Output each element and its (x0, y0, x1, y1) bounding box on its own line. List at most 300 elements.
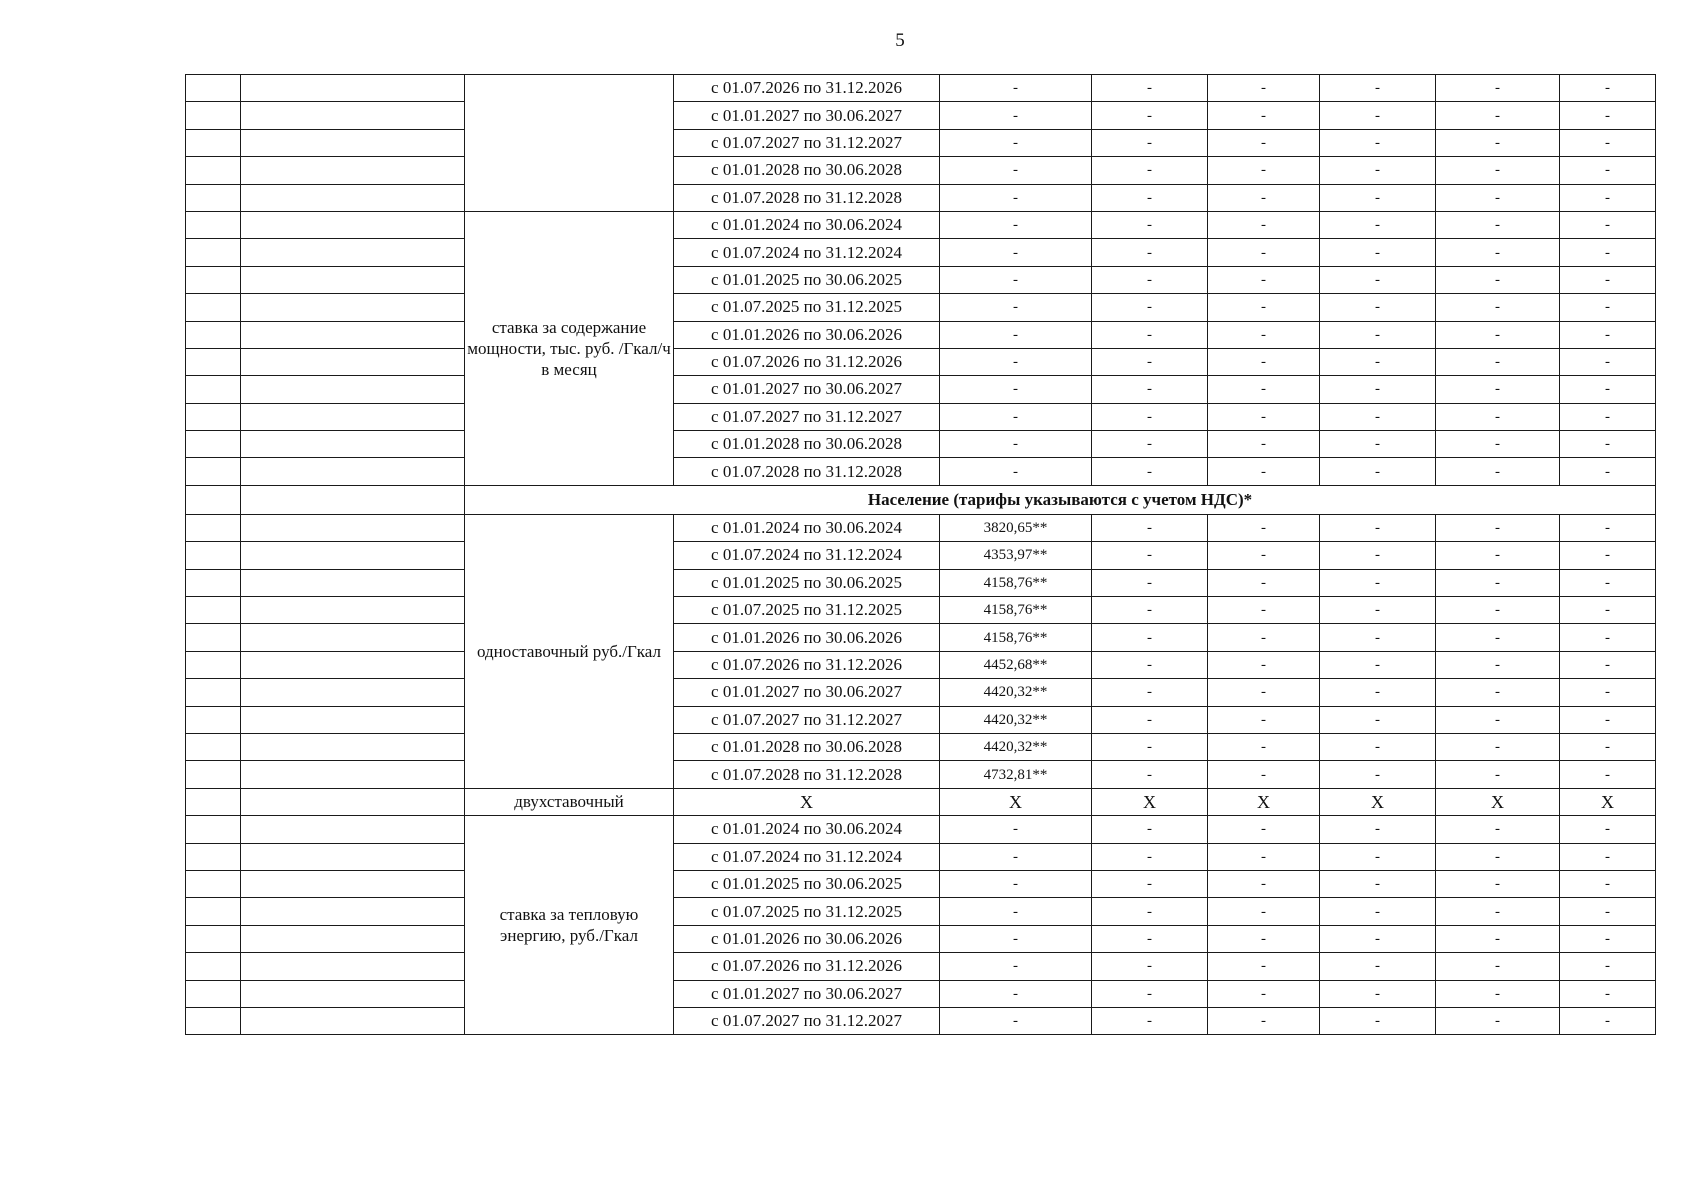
name-cell (241, 102, 465, 129)
value-cell: - (1208, 898, 1320, 925)
value-cell: - (1560, 624, 1656, 651)
value-cell: 4158,76** (940, 624, 1092, 651)
table-row (186, 102, 1656, 129)
name-cell (241, 321, 465, 348)
period-cell: с 01.07.2024 по 31.12.2024 (674, 542, 940, 569)
value-cell: - (1560, 129, 1656, 156)
name-cell (241, 733, 465, 760)
period-cell: с 01.01.2025 по 30.06.2025 (674, 870, 940, 897)
value-cell: - (1320, 761, 1436, 788)
period-cell: с 01.01.2028 по 30.06.2028 (674, 733, 940, 760)
value-cell: - (1560, 514, 1656, 541)
period-cell: с 01.01.2028 по 30.06.2028 (674, 431, 940, 458)
value-cell: - (1208, 294, 1320, 321)
row-number-cell (186, 569, 241, 596)
row-number-cell (186, 733, 241, 760)
value-cell: - (1092, 870, 1208, 897)
table-row (186, 679, 1656, 706)
value-cell: - (1320, 184, 1436, 211)
tariff-type-label (465, 75, 674, 212)
table-row (186, 184, 1656, 211)
row-number-cell (186, 870, 241, 897)
period-cell: с 01.07.2027 по 31.12.2027 (674, 1007, 940, 1034)
row-number-cell (186, 925, 241, 952)
row-number-cell (186, 788, 241, 815)
value-cell: - (1320, 321, 1436, 348)
table-row (186, 458, 1656, 485)
value-cell: - (1320, 376, 1436, 403)
value-cell: - (1092, 431, 1208, 458)
table-row (186, 980, 1656, 1007)
row-number-cell (186, 184, 241, 211)
tariff-type-label: ставка за содержание мощности, тыс. руб. /Гкал/ч в месяц (465, 211, 674, 485)
value-cell: - (1560, 816, 1656, 843)
value-cell: - (1092, 157, 1208, 184)
value-cell: - (1560, 733, 1656, 760)
name-cell (241, 239, 465, 266)
value-cell: - (1560, 431, 1656, 458)
value-cell: - (1092, 458, 1208, 485)
value-cell: - (1092, 266, 1208, 293)
value-cell: - (1092, 761, 1208, 788)
value-cell: - (1320, 211, 1436, 238)
value-cell: - (1436, 376, 1560, 403)
value-cell: - (1320, 679, 1436, 706)
row-number-cell (186, 542, 241, 569)
page-number: 5 (895, 30, 905, 51)
table-row (186, 1007, 1656, 1034)
value-cell: 4732,81** (940, 761, 1092, 788)
value-cell: 4353,97** (940, 542, 1092, 569)
name-cell (241, 843, 465, 870)
name-cell (241, 403, 465, 430)
name-cell (241, 788, 465, 815)
value-cell: - (1092, 211, 1208, 238)
x-cell: Х (1320, 788, 1436, 815)
value-cell: - (1560, 679, 1656, 706)
value-cell: - (940, 980, 1092, 1007)
value-cell: - (940, 431, 1092, 458)
table-row (186, 542, 1656, 569)
value-cell: - (1092, 624, 1208, 651)
value-cell: - (1320, 980, 1436, 1007)
row-number-cell (186, 898, 241, 925)
value-cell: - (1208, 953, 1320, 980)
table-row (186, 431, 1656, 458)
table-row (186, 75, 1656, 102)
period-cell: с 01.07.2028 по 31.12.2028 (674, 184, 940, 211)
value-cell: - (1560, 266, 1656, 293)
value-cell: - (1208, 376, 1320, 403)
period-cell: с 01.01.2025 по 30.06.2025 (674, 266, 940, 293)
value-cell: - (1436, 431, 1560, 458)
name-cell (241, 816, 465, 843)
value-cell: - (1320, 431, 1436, 458)
value-cell: - (1560, 348, 1656, 375)
value-cell: - (1320, 569, 1436, 596)
value-cell: - (1092, 239, 1208, 266)
period-cell: с 01.07.2024 по 31.12.2024 (674, 239, 940, 266)
value-cell: - (1208, 157, 1320, 184)
name-cell (241, 706, 465, 733)
row-number-cell (186, 129, 241, 156)
row-number-cell (186, 485, 241, 514)
tariff-type-label: ставка за тепловую энергию, руб./Гкал (465, 816, 674, 1035)
value-cell: - (1320, 624, 1436, 651)
x-cell: Х (1208, 788, 1320, 815)
value-cell: - (1320, 294, 1436, 321)
value-cell: - (940, 898, 1092, 925)
row-number-cell (186, 458, 241, 485)
value-cell: - (1436, 211, 1560, 238)
value-cell: 4158,76** (940, 597, 1092, 624)
value-cell: - (1320, 129, 1436, 156)
value-cell: - (1436, 542, 1560, 569)
table-row (186, 157, 1656, 184)
value-cell: - (1092, 348, 1208, 375)
table-row (186, 870, 1656, 897)
name-cell (241, 953, 465, 980)
section-header-row (186, 485, 1656, 514)
value-cell: - (940, 953, 1092, 980)
name-cell (241, 761, 465, 788)
value-cell: - (1560, 980, 1656, 1007)
value-cell: - (1208, 706, 1320, 733)
value-cell: - (1208, 843, 1320, 870)
table-row (186, 129, 1656, 156)
value-cell: - (1560, 239, 1656, 266)
value-cell: - (1560, 376, 1656, 403)
value-cell: - (1208, 431, 1320, 458)
tariff-type-label: двухставочный (465, 788, 674, 815)
name-cell (241, 294, 465, 321)
value-cell: - (940, 925, 1092, 952)
period-cell: с 01.07.2026 по 31.12.2026 (674, 953, 940, 980)
row-number-cell (186, 679, 241, 706)
name-cell (241, 431, 465, 458)
value-cell: - (940, 843, 1092, 870)
value-cell: - (1092, 403, 1208, 430)
value-cell: - (1560, 211, 1656, 238)
value-cell: - (1320, 597, 1436, 624)
table-row (186, 733, 1656, 760)
row-number-cell (186, 102, 241, 129)
table-row (186, 266, 1656, 293)
value-cell: - (1208, 542, 1320, 569)
name-cell (241, 870, 465, 897)
value-cell: - (1436, 266, 1560, 293)
period-cell: с 01.01.2024 по 30.06.2024 (674, 816, 940, 843)
value-cell: 4420,32** (940, 706, 1092, 733)
period-cell: с 01.07.2025 по 31.12.2025 (674, 898, 940, 925)
value-cell: - (1320, 514, 1436, 541)
value-cell: - (1092, 321, 1208, 348)
name-cell (241, 597, 465, 624)
value-cell: - (1320, 348, 1436, 375)
value-cell: - (1208, 870, 1320, 897)
period-cell: с 01.01.2024 по 30.06.2024 (674, 211, 940, 238)
value-cell: - (1092, 980, 1208, 1007)
value-cell: - (1092, 733, 1208, 760)
period-cell: с 01.01.2026 по 30.06.2026 (674, 925, 940, 952)
value-cell: - (1320, 542, 1436, 569)
value-cell: - (1092, 816, 1208, 843)
value-cell: - (1208, 266, 1320, 293)
value-cell: - (1208, 321, 1320, 348)
period-cell: с 01.07.2026 по 31.12.2026 (674, 651, 940, 678)
row-number-cell (186, 651, 241, 678)
period-cell: с 01.07.2024 по 31.12.2024 (674, 843, 940, 870)
name-cell (241, 184, 465, 211)
value-cell: - (940, 129, 1092, 156)
table-row (186, 597, 1656, 624)
name-cell (241, 542, 465, 569)
row-number-cell (186, 239, 241, 266)
period-cell: с 01.01.2027 по 30.06.2027 (674, 376, 940, 403)
row-number-cell (186, 348, 241, 375)
value-cell: - (940, 211, 1092, 238)
value-cell: - (1320, 102, 1436, 129)
row-number-cell (186, 624, 241, 651)
value-cell: - (1436, 816, 1560, 843)
table-row (186, 294, 1656, 321)
value-cell: - (1436, 980, 1560, 1007)
name-cell (241, 485, 465, 514)
value-cell: - (1092, 542, 1208, 569)
value-cell: 4420,32** (940, 679, 1092, 706)
value-cell: - (1436, 239, 1560, 266)
period-cell: с 01.07.2025 по 31.12.2025 (674, 597, 940, 624)
value-cell: - (1320, 403, 1436, 430)
value-cell: - (1092, 1007, 1208, 1034)
period-cell: с 01.01.2026 по 30.06.2026 (674, 321, 940, 348)
value-cell: - (1436, 843, 1560, 870)
value-cell: - (1208, 211, 1320, 238)
value-cell: - (1436, 75, 1560, 102)
row-number-cell (186, 953, 241, 980)
table-row (186, 898, 1656, 925)
row-number-cell (186, 294, 241, 321)
value-cell: - (1208, 75, 1320, 102)
name-cell (241, 211, 465, 238)
value-cell: - (940, 321, 1092, 348)
value-cell: - (1560, 597, 1656, 624)
value-cell: - (1208, 816, 1320, 843)
value-cell: - (1320, 266, 1436, 293)
value-cell: - (1208, 403, 1320, 430)
value-cell: - (1208, 980, 1320, 1007)
value-cell: - (1320, 157, 1436, 184)
row-number-cell (186, 843, 241, 870)
value-cell: - (1320, 239, 1436, 266)
value-cell: - (1208, 925, 1320, 952)
value-cell: - (1092, 75, 1208, 102)
tariff-table-body (186, 75, 1656, 1035)
period-cell: с 01.01.2025 по 30.06.2025 (674, 569, 940, 596)
table-row (186, 239, 1656, 266)
row-number-cell (186, 706, 241, 733)
name-cell (241, 651, 465, 678)
period-cell: с 01.07.2026 по 31.12.2026 (674, 75, 940, 102)
name-cell (241, 514, 465, 541)
value-cell: - (940, 458, 1092, 485)
value-cell: 4452,68** (940, 651, 1092, 678)
value-cell: - (1436, 1007, 1560, 1034)
row-number-cell (186, 514, 241, 541)
row-number-cell (186, 980, 241, 1007)
x-cell: Х (1560, 788, 1656, 815)
value-cell: - (1092, 129, 1208, 156)
value-cell: - (1436, 569, 1560, 596)
name-cell (241, 898, 465, 925)
period-cell: с 01.01.2027 по 30.06.2027 (674, 102, 940, 129)
period-cell: с 01.07.2027 по 31.12.2027 (674, 129, 940, 156)
value-cell: - (1560, 898, 1656, 925)
value-cell: - (1092, 597, 1208, 624)
table-row (186, 953, 1656, 980)
tariff-type-label: одноставочный руб./Гкал (465, 514, 674, 788)
value-cell: - (1436, 651, 1560, 678)
value-cell: - (1208, 239, 1320, 266)
value-cell: - (1560, 294, 1656, 321)
name-cell (241, 266, 465, 293)
table-row (186, 925, 1656, 952)
table-row (186, 376, 1656, 403)
value-cell: - (1560, 157, 1656, 184)
value-cell: - (1560, 321, 1656, 348)
value-cell: - (940, 157, 1092, 184)
period-cell: с 01.01.2024 по 30.06.2024 (674, 514, 940, 541)
value-cell: - (1208, 348, 1320, 375)
value-cell: - (940, 870, 1092, 897)
value-cell: - (1560, 1007, 1656, 1034)
value-cell: - (1560, 761, 1656, 788)
row-number-cell (186, 431, 241, 458)
value-cell: - (1320, 458, 1436, 485)
value-cell: - (940, 294, 1092, 321)
value-cell: - (1560, 102, 1656, 129)
x-cell: Х (1436, 788, 1560, 815)
value-cell: - (1560, 184, 1656, 211)
value-cell: - (1208, 1007, 1320, 1034)
period-cell: с 01.07.2026 по 31.12.2026 (674, 348, 940, 375)
value-cell: - (940, 1007, 1092, 1034)
table-row (186, 321, 1656, 348)
value-cell: - (1560, 542, 1656, 569)
table-row (186, 569, 1656, 596)
table-row (186, 651, 1656, 678)
table-row (186, 403, 1656, 430)
value-cell: - (940, 403, 1092, 430)
value-cell: - (1436, 403, 1560, 430)
value-cell: - (1092, 925, 1208, 952)
value-cell: - (1436, 761, 1560, 788)
value-cell: - (1208, 597, 1320, 624)
period-cell: с 01.07.2027 по 31.12.2027 (674, 706, 940, 733)
value-cell: - (1092, 184, 1208, 211)
period-cell: с 01.01.2026 по 30.06.2026 (674, 624, 940, 651)
row-number-cell (186, 211, 241, 238)
value-cell: - (1320, 925, 1436, 952)
name-cell (241, 157, 465, 184)
value-cell: - (1092, 294, 1208, 321)
value-cell: - (940, 102, 1092, 129)
value-cell: - (1208, 569, 1320, 596)
value-cell: - (1092, 898, 1208, 925)
row-number-cell (186, 816, 241, 843)
value-cell: - (1436, 597, 1560, 624)
value-cell: - (1208, 624, 1320, 651)
table-row (186, 788, 1656, 815)
value-cell: - (1436, 294, 1560, 321)
value-cell: 3820,65** (940, 514, 1092, 541)
name-cell (241, 458, 465, 485)
name-cell (241, 925, 465, 952)
x-cell: Х (674, 788, 940, 815)
value-cell: - (1208, 458, 1320, 485)
name-cell (241, 348, 465, 375)
value-cell: - (940, 239, 1092, 266)
x-cell: Х (940, 788, 1092, 815)
value-cell: - (1436, 348, 1560, 375)
value-cell: - (1436, 870, 1560, 897)
value-cell: - (1320, 75, 1436, 102)
value-cell: - (1560, 953, 1656, 980)
row-number-cell (186, 597, 241, 624)
value-cell: - (1208, 679, 1320, 706)
period-cell: с 01.07.2025 по 31.12.2025 (674, 294, 940, 321)
value-cell: - (1320, 651, 1436, 678)
name-cell (241, 679, 465, 706)
value-cell: - (1560, 458, 1656, 485)
value-cell: - (1092, 102, 1208, 129)
value-cell: - (1436, 321, 1560, 348)
name-cell (241, 129, 465, 156)
name-cell (241, 569, 465, 596)
value-cell: - (1436, 925, 1560, 952)
value-cell: - (1208, 651, 1320, 678)
value-cell: - (1436, 514, 1560, 541)
row-number-cell (186, 1007, 241, 1034)
value-cell: - (1320, 733, 1436, 760)
value-cell: - (1320, 1007, 1436, 1034)
value-cell: - (1092, 706, 1208, 733)
value-cell: - (1436, 157, 1560, 184)
table-row (186, 816, 1656, 843)
row-number-cell (186, 75, 241, 102)
value-cell: - (1320, 843, 1436, 870)
value-cell: - (1092, 514, 1208, 541)
value-cell: - (1320, 706, 1436, 733)
value-cell: - (940, 266, 1092, 293)
value-cell: - (1436, 102, 1560, 129)
row-number-cell (186, 157, 241, 184)
value-cell: 4158,76** (940, 569, 1092, 596)
value-cell: - (1436, 733, 1560, 760)
row-number-cell (186, 266, 241, 293)
row-number-cell (186, 321, 241, 348)
name-cell (241, 75, 465, 102)
name-cell (241, 376, 465, 403)
table-row (186, 624, 1656, 651)
period-cell: с 01.01.2027 по 30.06.2027 (674, 679, 940, 706)
tariff-table (185, 74, 1656, 1035)
row-number-cell (186, 761, 241, 788)
value-cell: - (1092, 953, 1208, 980)
value-cell: - (1208, 761, 1320, 788)
value-cell: - (1208, 733, 1320, 760)
value-cell: - (1560, 403, 1656, 430)
